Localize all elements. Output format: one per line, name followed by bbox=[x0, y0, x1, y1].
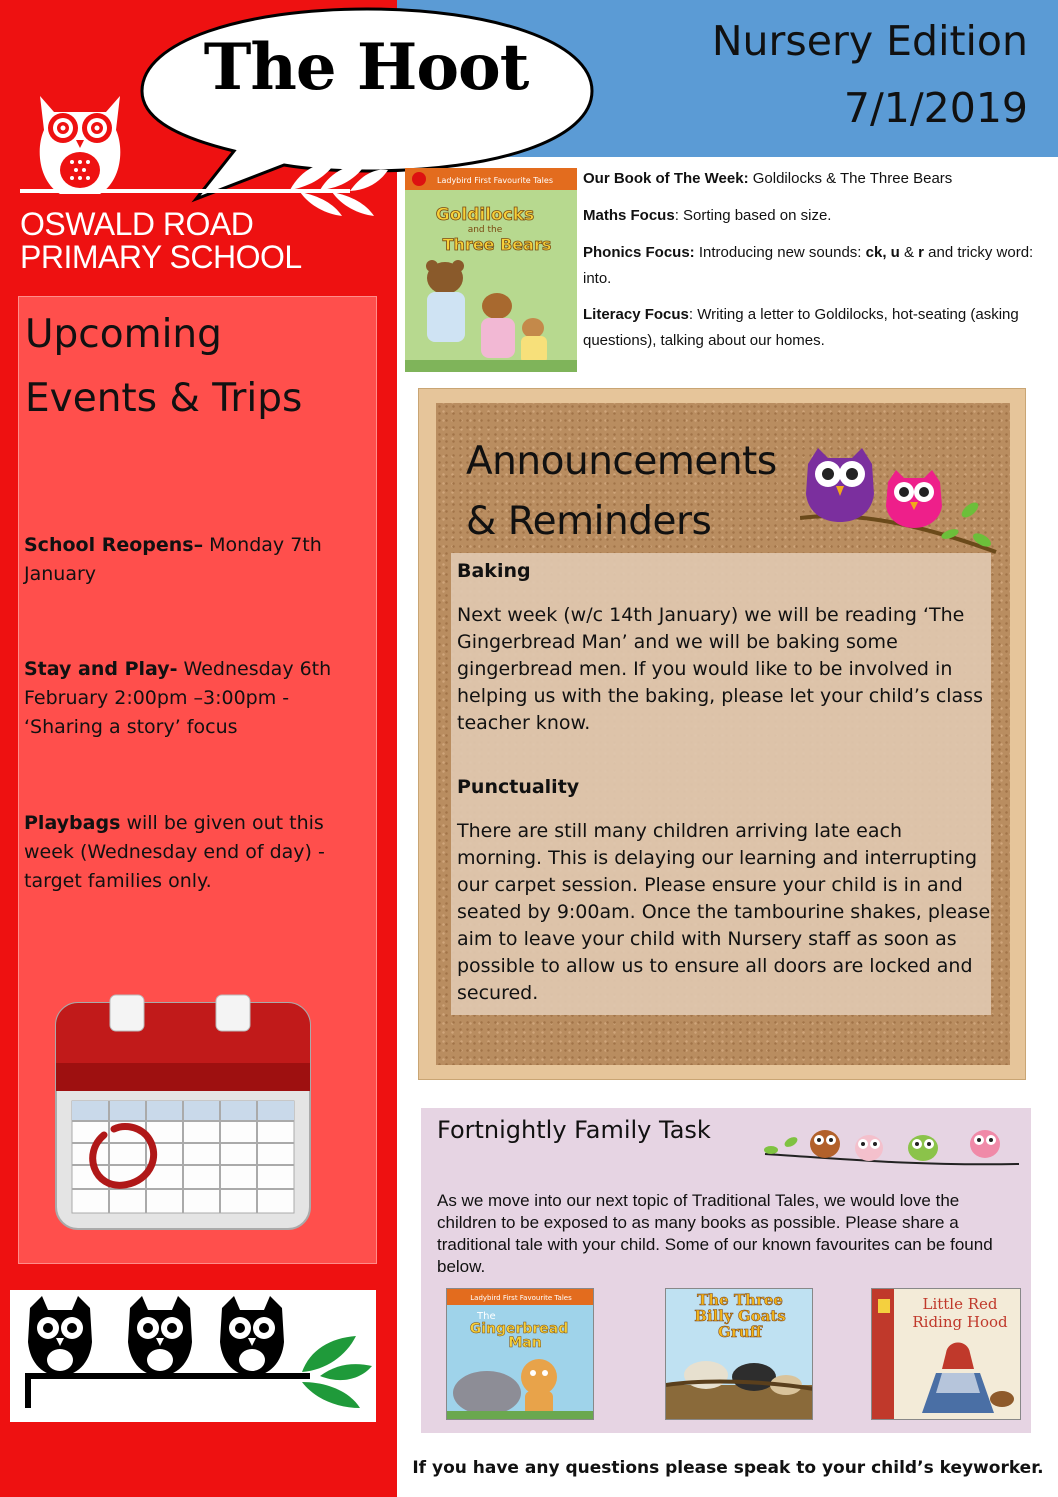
edition-block bbox=[712, 8, 1028, 142]
phonics-focus-line bbox=[583, 240, 1043, 292]
cover-series-label: Ladybird First Favourite Tales bbox=[437, 176, 553, 185]
cover-title-line2: and the bbox=[467, 225, 503, 235]
literacy-label: Literacy Focus bbox=[583, 306, 689, 323]
owls-branch-picture bbox=[10, 1290, 376, 1422]
phonics-value: Introducing new sounds: bbox=[694, 244, 866, 261]
events-title-line2: Events & Trips bbox=[25, 376, 303, 421]
event-detail: will be given out this week (Wednesday end of day) - target families only. bbox=[24, 812, 325, 892]
book-label: Our Book of The Week: bbox=[583, 170, 749, 187]
gingerbread-title-1: The bbox=[477, 1311, 496, 1322]
phonics-ampersand: & bbox=[899, 244, 919, 261]
punctuality-heading: Punctuality bbox=[457, 776, 580, 798]
phonics-tricky-word: and tricky word: into. bbox=[583, 244, 1034, 287]
announcements-title bbox=[466, 432, 777, 552]
events-title bbox=[25, 303, 302, 431]
cover-title-line3: Three Bears bbox=[442, 235, 552, 254]
footer-note: If you have any questions please speak to your child’s keyworker. bbox=[412, 1458, 1044, 1478]
owls-on-branch-icon bbox=[10, 1290, 376, 1422]
punctuality-text: There are still many children arriving late each morning. This is delaying our learning and interrupting our carpet session. Please ensure your child is in and seated by 9:00am. Once the tambourine shakes, please aim to leave your child with Nursery staff as soon as possible to allow us to ensure all doors are locked and secured. bbox=[457, 820, 991, 1004]
event-detail: Wednesday 6th February 2:00pm –3:00pm - ‘Sharing a story’ focus bbox=[24, 658, 332, 738]
gingerbread-series: Ladybird First Favourite Tales bbox=[470, 1294, 572, 1302]
goats-title-1: The Three bbox=[697, 1291, 783, 1309]
book-three-billy-goats-gruff bbox=[665, 1288, 813, 1420]
event-detail: Monday 7th January bbox=[24, 534, 322, 585]
owls-row-icon bbox=[761, 1118, 1023, 1168]
goats-title-3: Gruff bbox=[718, 1323, 762, 1341]
maths-label: Maths Focus bbox=[583, 207, 675, 224]
cover-title-line1: Goldilocks bbox=[435, 205, 535, 225]
phonics-label: Phonics Focus: bbox=[583, 244, 695, 261]
edition-label: Nursery Edition bbox=[711, 17, 1028, 65]
calendar-icon bbox=[52, 993, 314, 1233]
book-of-week-line bbox=[583, 166, 1043, 192]
newsletter-title: The Hoot bbox=[203, 30, 529, 105]
school-name-line1: OSWALD ROAD bbox=[20, 206, 254, 242]
baking-text: Next week (w/c 14th January) we will be reading ‘The Gingerbread Man’ and we will be baking some gingerbread men. If you would like to be involved in helping us with the baking, please let your child’s class teacher know. bbox=[457, 604, 983, 734]
event-stay-and-play bbox=[24, 655, 369, 742]
literacy-value: : Writing a letter to Goldilocks, hot-seating (asking questions), talking about our homes. bbox=[583, 306, 1019, 349]
phonics-sound-r: r bbox=[918, 244, 925, 261]
gingerbread-title-3: Man bbox=[508, 1335, 542, 1351]
baking-heading: Baking bbox=[457, 560, 531, 582]
school-name bbox=[20, 208, 302, 274]
event-label: Stay and Play- bbox=[24, 658, 178, 680]
family-task-title: Fortnightly Family Task bbox=[437, 1116, 711, 1144]
book-value: Goldilocks & The Three Bears bbox=[748, 170, 953, 187]
family-task-text: As we move into our next topic of Traditional Tales, we would love the children to be exposed to as many books as possible. Please share a traditional tale with your child. Some of our known favourites can be found below. bbox=[437, 1191, 993, 1276]
announcements-title-line1: Announcements bbox=[466, 439, 777, 484]
event-label: Playbags bbox=[24, 812, 121, 834]
goats-title-2: Billy Goats bbox=[694, 1307, 786, 1325]
gingerbread-title-2: Gingerbread bbox=[469, 1321, 569, 1337]
red-riding-title-1: Little Red bbox=[922, 1295, 998, 1313]
event-playbags bbox=[24, 809, 369, 896]
goldilocks-book-cover bbox=[405, 168, 577, 372]
school-name-line2: PRIMARY SCHOOL bbox=[20, 239, 302, 275]
family-task-panel bbox=[421, 1108, 1031, 1433]
literacy-focus-line bbox=[583, 302, 1043, 354]
book-little-red-riding-hood bbox=[871, 1288, 1021, 1420]
phonics-sounds: ck, u bbox=[865, 244, 900, 261]
edition-date: 7/1/2019 bbox=[843, 84, 1028, 132]
event-school-reopens bbox=[24, 531, 369, 589]
maths-value: : Sorting based on size. bbox=[674, 207, 832, 224]
events-title-line1: Upcoming bbox=[25, 312, 222, 357]
maths-focus-line bbox=[583, 203, 1043, 229]
announcements-note bbox=[451, 553, 991, 1015]
book-gingerbread-man bbox=[446, 1288, 594, 1420]
red-riding-title-2: Riding Hood bbox=[912, 1313, 1008, 1331]
announcements-title-line2: & Reminders bbox=[466, 499, 712, 544]
event-label: School Reopens– bbox=[24, 534, 204, 556]
purple-pink-owls-icon bbox=[800, 440, 1000, 560]
